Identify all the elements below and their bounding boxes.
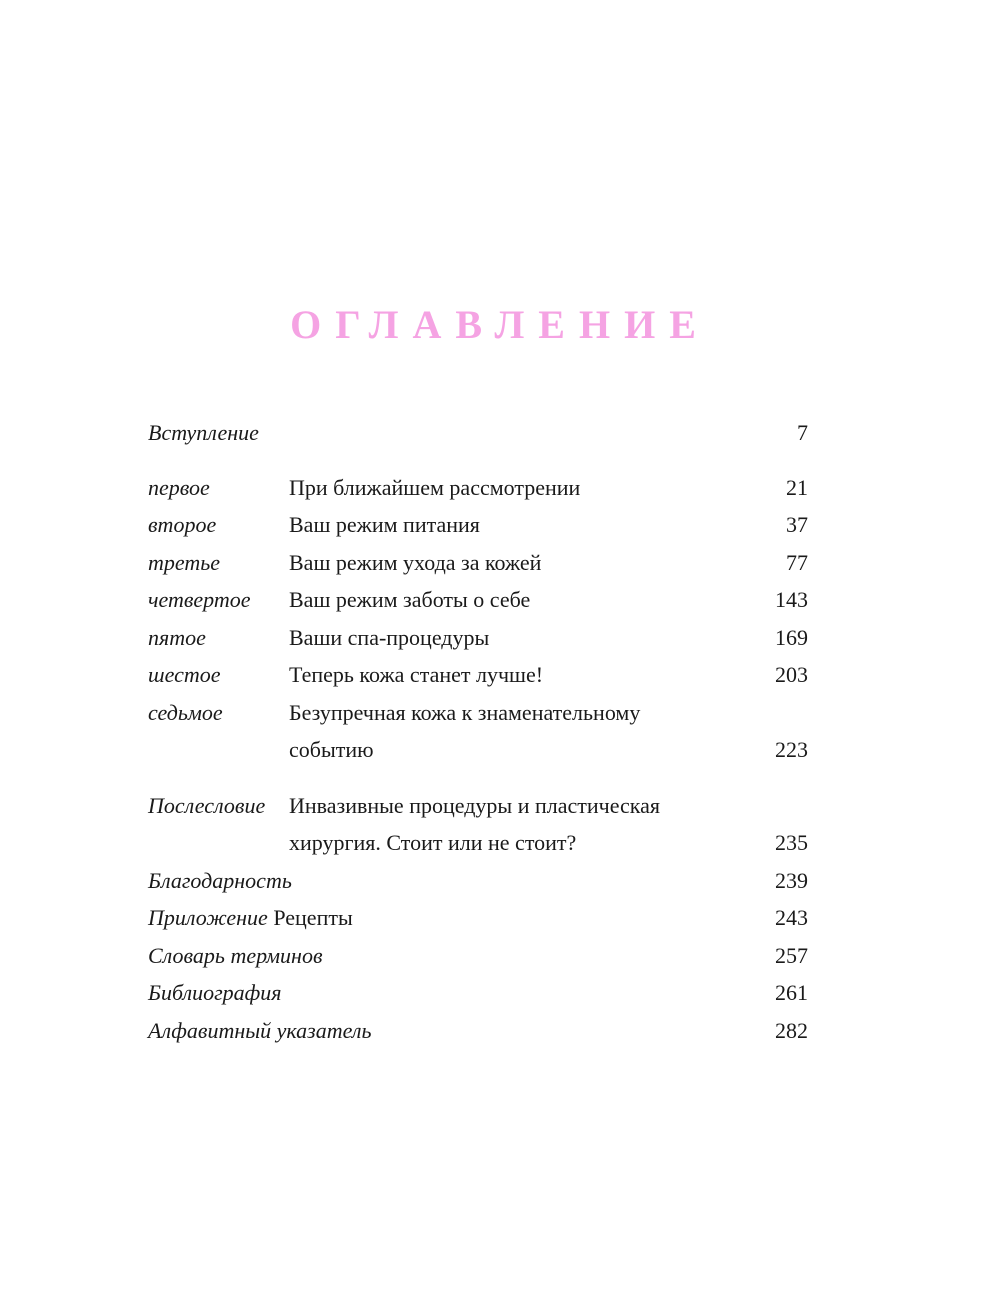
toc-entry-page: 203 xyxy=(775,662,808,687)
toc-entry-chapter-1[interactable] xyxy=(148,470,808,506)
toc-entry-page: 261 xyxy=(775,980,808,1005)
toc-entry-title: Ваш режим питания xyxy=(289,512,480,537)
toc-entry-label: Словарь терминов xyxy=(148,943,323,968)
toc-entry-chapter-2[interactable] xyxy=(148,507,808,543)
toc-entry-afterword[interactable] xyxy=(148,788,808,824)
toc-entry-label: второе xyxy=(148,512,217,537)
toc-entry-page: 21 xyxy=(786,475,808,500)
toc-entry-label: пятое xyxy=(148,625,206,650)
toc-entry-label-suffix: Рецепты xyxy=(273,905,353,930)
toc-entry-label: Алфавитный указатель xyxy=(148,1018,372,1043)
toc-entry-page: 7 xyxy=(797,420,808,445)
toc-entry-label-italic: Приложение xyxy=(148,905,268,930)
toc-entry-page: 243 xyxy=(775,905,808,930)
toc-entry-title: хирургия. Стоит или не стоит? xyxy=(289,830,577,855)
toc-entry-page: 223 xyxy=(775,737,808,762)
toc-entry-chapter-3[interactable] xyxy=(148,545,808,581)
toc-entry-chapter-6[interactable] xyxy=(148,657,808,693)
toc-entry-chapter-4[interactable] xyxy=(148,582,808,618)
toc-entry-page: 169 xyxy=(775,625,808,650)
toc-entry-page: 77 xyxy=(786,550,808,575)
toc-entry-index[interactable] xyxy=(148,1013,808,1049)
toc-entry-afterword-continuation[interactable] xyxy=(148,825,808,861)
toc-entry-chapter-7-continuation[interactable] xyxy=(148,732,808,768)
toc-entry-page: 143 xyxy=(775,587,808,612)
toc-entry-appendix[interactable] xyxy=(148,900,808,936)
toc-entry-label: Послесловие xyxy=(148,793,266,818)
toc-entry-introduction[interactable] xyxy=(148,415,808,451)
toc-entry-title: событию xyxy=(289,737,374,762)
toc-entry-chapter-5[interactable] xyxy=(148,620,808,656)
toc-entry-title: Инвазивные процедуры и пластическая xyxy=(289,793,661,818)
toc-entry-page: 239 xyxy=(775,868,808,893)
toc-entry-bibliography[interactable] xyxy=(148,975,808,1011)
toc-entry-page: 257 xyxy=(775,943,808,968)
toc-entry-label: Библиография xyxy=(148,980,282,1005)
toc-entry-title: Теперь кожа станет лучше! xyxy=(289,662,544,687)
toc-entry-label: Вступление xyxy=(148,420,259,445)
toc-entry-glossary[interactable] xyxy=(148,938,808,974)
toc-entry-label xyxy=(148,900,353,936)
toc-entry-label: третье xyxy=(148,550,221,575)
toc-entry-label: первое xyxy=(148,475,210,500)
toc-entry-label: шестое xyxy=(148,662,221,687)
toc-entry-page: 282 xyxy=(775,1018,808,1043)
toc-entry-title: Ваш режим заботы о себе xyxy=(289,587,531,612)
toc-entry-label: четвертое xyxy=(148,587,251,612)
page-title: ОГЛАВЛЕНИЕ xyxy=(290,302,710,347)
toc-entry-title: Безупречная кожа к знаменательному xyxy=(289,700,641,725)
toc-entry-page: 235 xyxy=(775,830,808,855)
toc-entry-label: Благодарность xyxy=(148,868,292,893)
toc-entry-title: При ближайшем рассмотрении xyxy=(289,475,581,500)
toc-entry-acknowledgements[interactable] xyxy=(148,863,808,899)
toc-entry-title: Ваш режим ухода за кожей xyxy=(289,550,542,575)
toc-entry-title: Ваши спа-процедуры xyxy=(289,625,490,650)
toc-entry-chapter-7[interactable] xyxy=(148,695,808,731)
toc-entry-label: седьмое xyxy=(148,700,223,725)
toc-entry-page: 37 xyxy=(786,512,808,537)
